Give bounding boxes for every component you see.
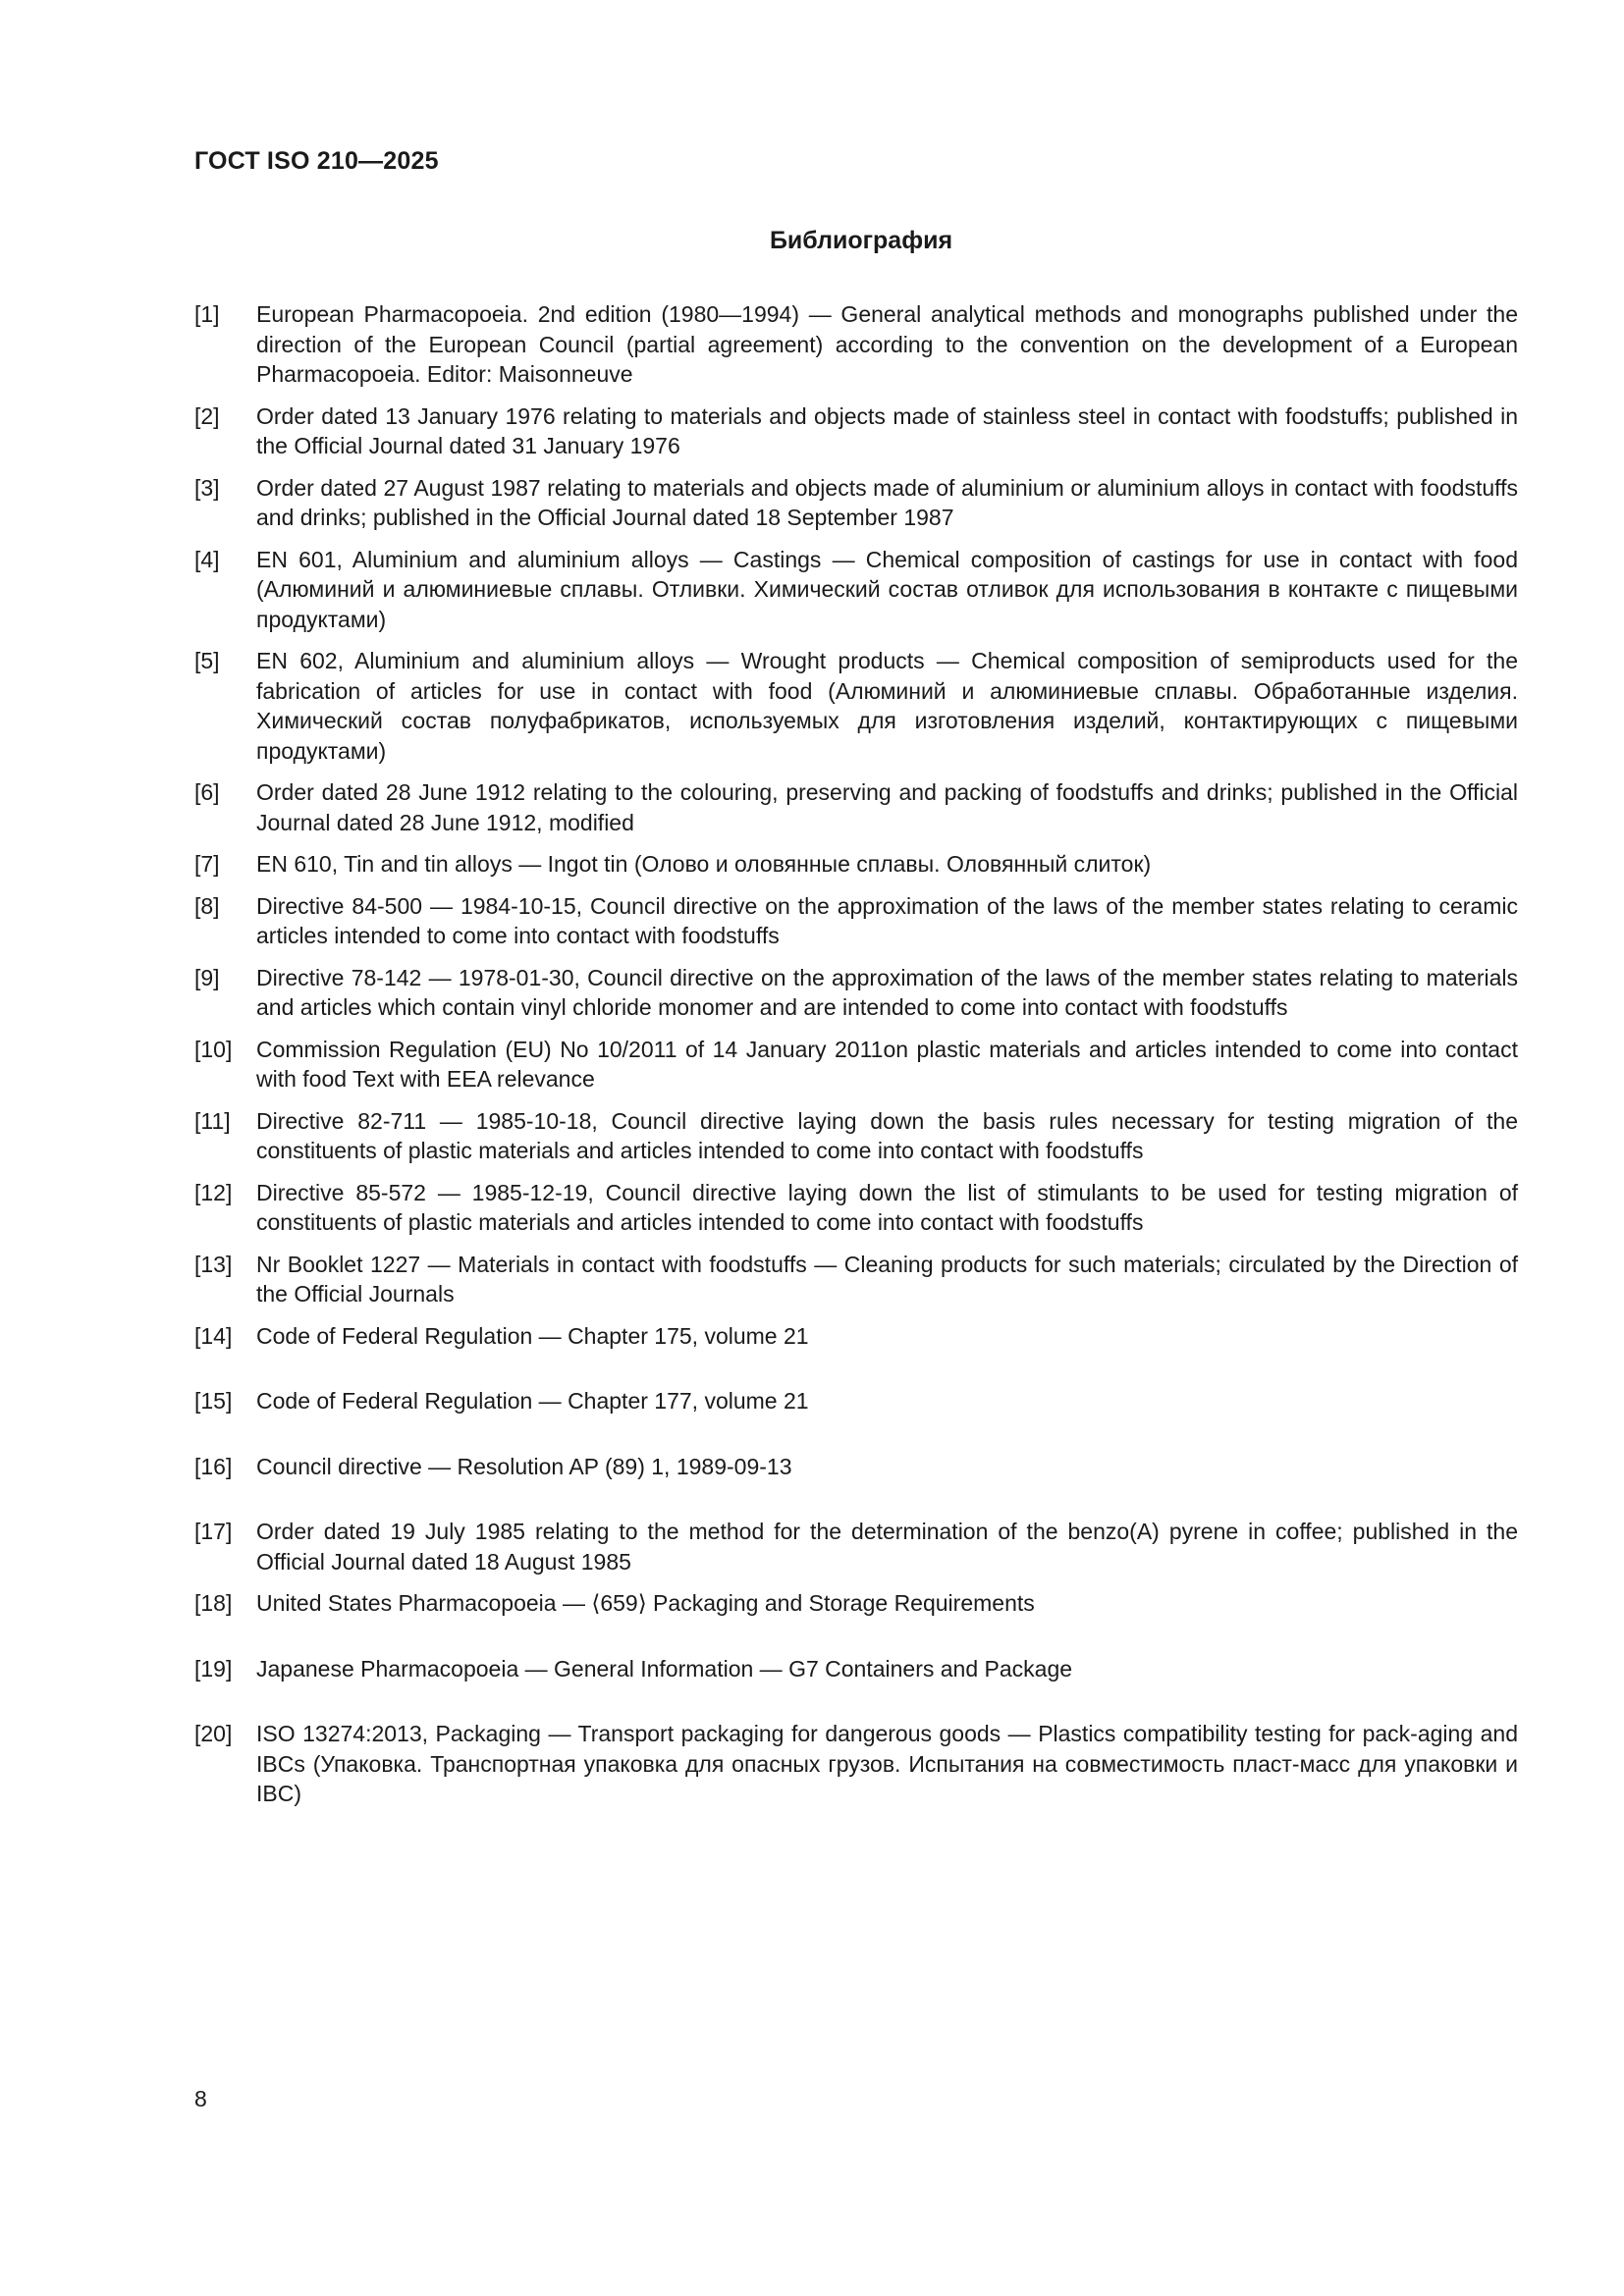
entry-number: [14] — [194, 1322, 233, 1349]
entry-text: ISO 13274:2013, Packaging — Transport packaging for dangerous goods — Plastics compatibility testing for pack-aging and IBCs (Упаковка. Транспортная упаковка для опасных грузов. Испытания на совместимость пласт-масс для упаковки и IBC) — [256, 1721, 1518, 1806]
entry-number: [15] — [194, 1388, 233, 1414]
bibliography-entry — [194, 401, 1518, 461]
entry-text: Order dated 19 July 1985 relating to the method for the determination of the benzo(A) pyrene in coffee; published in the Official Journal dated 18 August 1985 — [256, 1519, 1518, 1575]
entry-number: [12] — [194, 1179, 233, 1205]
bibliography-entry — [194, 777, 1518, 837]
bibliography-entry — [194, 1517, 1518, 1576]
entry-number: [17] — [194, 1519, 233, 1544]
bibliography-entry — [194, 891, 1518, 951]
entry-number: [7] — [194, 851, 220, 877]
entry-text: Directive 82-711 — 1985-10-18, Council directive laying down the basis rules necessary for testing migration of the constituents of plastic materials and articles intended to come into contact with foodstuffs — [256, 1107, 1518, 1163]
entry-number: [13] — [194, 1251, 233, 1277]
entry-text: Directive 84-500 — 1984-10-15, Council directive on the approximation of the laws of the member states relating to ceramic articles intended to come into contact with foodstuffs — [256, 892, 1518, 948]
entry-number: [5] — [194, 648, 220, 673]
bibliography-entry — [194, 646, 1518, 766]
entry-text: Directive 78-142 — 1978-01-30, Council directive on the approximation of the laws of the member states relating to materials and articles which contain vinyl chloride monomer and are intended to come into contact with foodstuffs — [256, 964, 1518, 1020]
entry-number: [2] — [194, 402, 220, 429]
entry-text: Directive 85-572 — 1985-12-19, Council directive laying down the list of stimulants to be used for testing migration of constituents of plastic materials and articles intended to come into contact with foodstuffs — [256, 1179, 1518, 1235]
entry-number: [18] — [194, 1590, 233, 1616]
bibliography-entry — [194, 1654, 1518, 1684]
entry-text: EN 601, Aluminium and aluminium alloys — Castings — Chemical composition of castings for use in contact with food (Алюминий и алюминиевые сплавы. Отливки. Химический состав отливок для использования в контакте с пищевыми продуктами) — [256, 546, 1518, 632]
entry-number: [20] — [194, 1721, 233, 1746]
bibliography-entry — [194, 1035, 1518, 1095]
bibliography-entry — [194, 1719, 1518, 1809]
entry-number: [16] — [194, 1453, 233, 1479]
entry-number: [9] — [194, 964, 220, 990]
entry-number: [6] — [194, 779, 220, 805]
section-title: Библиография — [769, 227, 953, 254]
entry-number: [19] — [194, 1655, 233, 1682]
bibliography-entry — [194, 473, 1518, 533]
entry-number: [10] — [194, 1036, 233, 1062]
entry-text: EN 602, Aluminium and aluminium alloys — Wrought products — Chemical composition of semiproducts used for the fabrication of articles for use in contact with food (Алюминий и алюминиевые сплавы. Обработанные изделия. Химический состав полуфабрикатов, используемых для изготовления изделий, контактирующих с пищевыми продуктами) — [256, 648, 1518, 764]
bibliography-entry — [194, 849, 1518, 880]
entry-number: [4] — [194, 546, 220, 572]
bibliography-list — [194, 299, 1518, 1821]
bibliography-entry — [194, 299, 1518, 390]
entry-text: Council directive — Resolution AP (89) 1, 1989-09-13 — [256, 1453, 792, 1479]
bibliography-entry — [194, 1386, 1518, 1416]
entry-text: Japanese Pharmacopoeia — General Information — G7 Containers and Package — [256, 1655, 1073, 1682]
entry-text: European Pharmacopoeia. 2nd edition (1980—1994) — General analytical methods and monographs published under the direction of the European Council (partial agreement) according to the convention on the development of a European Pharmacopoeia. Editor: Maisonneuve — [256, 301, 1518, 387]
entry-text: Order dated 27 August 1987 relating to materials and objects made of aluminium or aluminium alloys in contact with foodstuffs and drinks; published in the Official Journal dated 18 September 1987 — [256, 474, 1518, 530]
entry-text: EN 610, Tin and tin alloys — Ingot tin (Олово и оловянные сплавы. Оловянный слиток) — [256, 851, 1152, 877]
entry-number: [8] — [194, 892, 220, 919]
entry-number: [1] — [194, 301, 220, 327]
entry-text: Nr Booklet 1227 — Materials in contact with foodstuffs — Cleaning products for such materials; circulated by the Direction of the Official Journals — [256, 1251, 1518, 1307]
bibliography-entry — [194, 1452, 1518, 1482]
entry-text: Code of Federal Regulation — Chapter 177, volume 21 — [256, 1388, 809, 1414]
bibliography-entry — [194, 1588, 1518, 1619]
bibliography-entry — [194, 963, 1518, 1023]
bibliography-entry — [194, 1321, 1518, 1352]
bibliography-entry — [194, 1106, 1518, 1166]
entry-number: [11] — [194, 1107, 231, 1134]
entry-number: [3] — [194, 474, 220, 501]
document-header: ГОСТ ISO 210—2025 — [194, 147, 439, 175]
entry-text: Order dated 13 January 1976 relating to materials and objects made of stainless steel in contact with foodstuffs; published in the Official Journal dated 31 January 1976 — [256, 402, 1518, 458]
bibliography-entry — [194, 1178, 1518, 1238]
bibliography-entry — [194, 1250, 1518, 1309]
entry-text: Code of Federal Regulation — Chapter 175, volume 21 — [256, 1322, 809, 1349]
entry-text: United States Pharmacopoeia — ⟨659⟩ Packaging and Storage Requirements — [256, 1590, 1035, 1616]
entry-text: Order dated 28 June 1912 relating to the colouring, preserving and packing of foodstuffs and drinks; published in the Official Journal dated 28 June 1912, modified — [256, 779, 1518, 835]
entry-text: Commission Regulation (EU) No 10/2011 of 14 January 2011on plastic materials and articles intended to come into contact with food Text with EEA relevance — [256, 1036, 1518, 1092]
bibliography-entry — [194, 545, 1518, 635]
page-number: 8 — [194, 2086, 207, 2111]
